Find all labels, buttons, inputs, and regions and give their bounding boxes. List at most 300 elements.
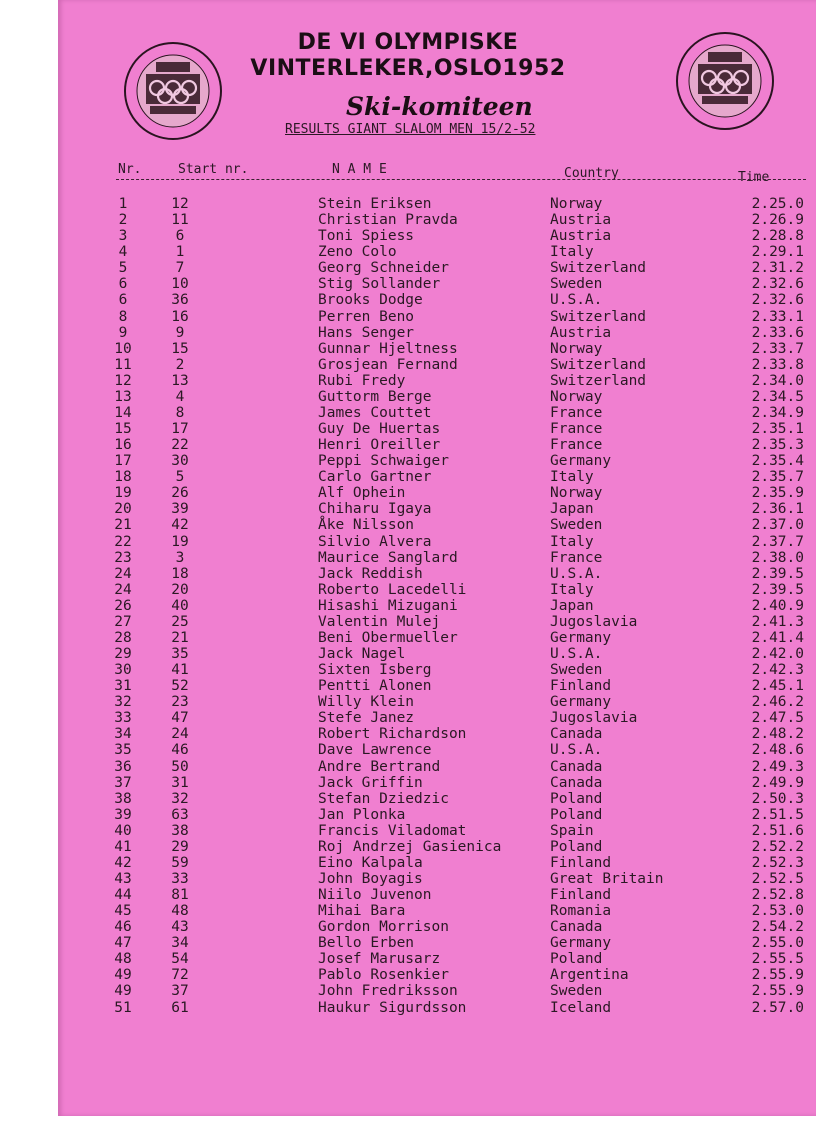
result-start-number: 36 <box>171 292 189 309</box>
result-name: Pentti Alonen <box>318 678 432 695</box>
result-start-number: 15 <box>171 340 189 357</box>
result-time: 2.33.1 <box>751 308 804 325</box>
result-country: U.S.A. <box>550 292 603 309</box>
result-start-number: 40 <box>171 597 189 614</box>
result-country: Finland <box>550 854 612 871</box>
result-start-number: 52 <box>171 678 189 695</box>
result-start-number: 19 <box>171 533 189 550</box>
result-country: Switzerland <box>550 260 647 277</box>
result-time: 2.35.9 <box>751 485 804 502</box>
result-time: 2.48.6 <box>751 742 804 759</box>
table-row <box>0 566 816 582</box>
result-country: Iceland <box>550 999 612 1016</box>
result-country: Austria <box>550 228 612 245</box>
result-time: 2.33.6 <box>751 324 804 341</box>
result-position: 21 <box>114 517 132 534</box>
result-start-number: 34 <box>171 935 189 952</box>
result-position: 45 <box>114 903 132 920</box>
result-name: Peppi Schwaiger <box>318 453 449 470</box>
result-name: Stein Eriksen <box>318 196 432 212</box>
table-row <box>0 341 816 357</box>
result-country: Italy <box>550 533 594 550</box>
table-row <box>0 309 816 325</box>
result-country: Germany <box>550 694 612 711</box>
table-row <box>0 951 816 967</box>
result-name: Eino Kalpala <box>318 854 423 871</box>
result-country: Sweden <box>550 517 603 534</box>
result-position: 32 <box>114 694 132 711</box>
result-time: 2.42.0 <box>751 646 804 662</box>
result-position: 4 <box>118 244 128 261</box>
table-row <box>0 405 816 421</box>
result-time: 2.39.5 <box>751 565 804 582</box>
result-country: France <box>550 404 603 421</box>
result-country: Great Britain <box>550 870 664 887</box>
result-position: 2 <box>118 212 128 229</box>
result-country: U.S.A. <box>550 565 603 582</box>
table-row <box>0 260 816 276</box>
result-name: Stefe Janez <box>318 710 415 727</box>
result-start-number: 20 <box>171 581 189 598</box>
table-row <box>0 437 816 453</box>
result-name: Gunnar Hjeltness <box>318 340 458 357</box>
result-country: Switzerland <box>550 308 647 325</box>
result-time: 2.52.5 <box>751 870 804 887</box>
table-row <box>0 550 816 566</box>
result-time: 2.35.3 <box>751 437 804 454</box>
result-position: 33 <box>114 710 132 727</box>
table-row <box>0 710 816 726</box>
result-position: 40 <box>114 822 132 839</box>
result-name: Hisashi Mizugani <box>318 597 458 614</box>
result-time: 2.32.6 <box>751 276 804 293</box>
result-position: 30 <box>114 662 132 678</box>
table-row <box>0 871 816 887</box>
result-position: 37 <box>114 774 132 791</box>
table-row <box>0 983 816 999</box>
result-time: 2.50.3 <box>751 790 804 807</box>
result-name: Grosjean Fernand <box>318 356 458 373</box>
table-row <box>0 855 816 871</box>
result-position: 8 <box>118 308 128 325</box>
result-position: 29 <box>114 646 132 662</box>
result-name: Zeno Colo <box>318 244 397 261</box>
result-country: Poland <box>550 951 603 968</box>
result-position: 41 <box>114 838 132 855</box>
result-position: 36 <box>114 758 132 775</box>
table-row <box>0 807 816 823</box>
result-start-number: 22 <box>171 437 189 454</box>
result-name: Josef Marusarz <box>318 951 441 968</box>
result-start-number: 59 <box>171 854 189 871</box>
result-start-number: 1 <box>175 244 185 261</box>
result-time: 2.51.5 <box>751 806 804 823</box>
result-name: Henri Oreiller <box>318 437 441 454</box>
result-name: Roberto Lacedelli <box>318 581 467 598</box>
result-position: 15 <box>114 421 132 437</box>
result-start-number: 29 <box>171 838 189 855</box>
result-position: 6 <box>118 292 128 309</box>
result-time: 2.47.5 <box>751 710 804 727</box>
result-name: Willy Klein <box>318 694 415 711</box>
ski-committee-subtitle: Ski-komiteen <box>346 92 533 121</box>
result-name: Dave Lawrence <box>318 742 432 759</box>
table-row <box>0 1000 816 1016</box>
result-start-number: 18 <box>171 565 189 582</box>
result-start-number: 26 <box>171 485 189 502</box>
result-name: Carlo Gartner <box>318 469 432 486</box>
result-position: 16 <box>114 437 132 454</box>
result-name: Silvio Alvera <box>318 533 432 550</box>
table-row <box>0 389 816 405</box>
column-header-country: Country <box>564 166 619 181</box>
result-name: Pablo Rosenkier <box>318 967 449 984</box>
result-time: 2.25.0 <box>751 196 804 212</box>
result-country: Canada <box>550 774 603 791</box>
result-position: 17 <box>114 453 132 470</box>
result-time: 2.42.3 <box>751 662 804 678</box>
table-row <box>0 630 816 646</box>
result-country: Japan <box>550 501 594 518</box>
result-time: 2.41.3 <box>751 613 804 630</box>
result-start-number: 50 <box>171 758 189 775</box>
table-row <box>0 196 816 212</box>
table-row <box>0 373 816 389</box>
result-start-number: 8 <box>175 404 185 421</box>
result-time: 2.45.1 <box>751 678 804 695</box>
table-row <box>0 614 816 630</box>
result-country: Canada <box>550 919 603 936</box>
result-country: Finland <box>550 887 612 903</box>
result-position: 49 <box>114 967 132 984</box>
result-country: Germany <box>550 629 612 646</box>
result-time: 2.51.6 <box>751 822 804 839</box>
table-row <box>0 823 816 839</box>
result-time: 2.57.0 <box>751 999 804 1016</box>
table-row <box>0 501 816 517</box>
table-row <box>0 276 816 292</box>
result-start-number: 21 <box>171 629 189 646</box>
result-time: 2.33.7 <box>751 340 804 357</box>
result-name: Christian Pravda <box>318 212 458 229</box>
result-country: Argentina <box>550 967 629 984</box>
result-position: 1 <box>118 196 128 212</box>
table-row <box>0 935 816 951</box>
result-name: Hans Senger <box>318 324 415 341</box>
result-time: 2.33.8 <box>751 356 804 373</box>
result-name: Mihai Bara <box>318 903 406 920</box>
result-position: 6 <box>118 276 128 293</box>
result-start-number: 32 <box>171 790 189 807</box>
result-name: Jack Griffin <box>318 774 423 791</box>
result-start-number: 43 <box>171 919 189 936</box>
result-position: 51 <box>114 999 132 1016</box>
result-start-number: 42 <box>171 517 189 534</box>
table-row <box>0 791 816 807</box>
result-time: 2.53.0 <box>751 903 804 920</box>
result-start-number: 25 <box>171 613 189 630</box>
result-position: 39 <box>114 806 132 823</box>
result-country: U.S.A. <box>550 742 603 759</box>
result-country: Austria <box>550 212 612 229</box>
table-row <box>0 421 816 437</box>
result-country: Italy <box>550 469 594 486</box>
result-name: Georg Schneider <box>318 260 449 277</box>
table-row <box>0 485 816 501</box>
result-time: 2.32.6 <box>751 292 804 309</box>
result-position: 14 <box>114 404 132 421</box>
result-time: 2.39.5 <box>751 581 804 598</box>
table-row <box>0 742 816 758</box>
result-name: Andre Bertrand <box>318 758 441 775</box>
result-time: 2.35.4 <box>751 453 804 470</box>
result-position: 35 <box>114 742 132 759</box>
table-row <box>0 469 816 485</box>
result-name: John Fredriksson <box>318 983 458 1000</box>
result-country: Finland <box>550 678 612 695</box>
result-start-number: 9 <box>175 324 185 341</box>
result-country: France <box>550 549 603 566</box>
table-row <box>0 453 816 469</box>
result-time: 2.38.0 <box>751 549 804 566</box>
result-country: Germany <box>550 935 612 952</box>
result-name: Jack Reddish <box>318 565 423 582</box>
table-row <box>0 903 816 919</box>
result-start-number: 35 <box>171 646 189 662</box>
result-position: 10 <box>114 340 132 357</box>
result-start-number: 3 <box>175 549 185 566</box>
result-country: U.S.A. <box>550 646 603 662</box>
result-name: Gordon Morrison <box>318 919 449 936</box>
result-country: Poland <box>550 806 603 823</box>
result-name: Jack Nagel <box>318 646 406 662</box>
result-time: 2.31.2 <box>751 260 804 277</box>
table-row <box>0 325 816 341</box>
table-row <box>0 244 816 260</box>
result-time: 2.54.2 <box>751 919 804 936</box>
result-position: 38 <box>114 790 132 807</box>
result-position: 34 <box>114 726 132 743</box>
table-row <box>0 887 816 903</box>
result-position: 47 <box>114 935 132 952</box>
result-start-number: 39 <box>171 501 189 518</box>
result-time: 2.28.8 <box>751 228 804 245</box>
table-row <box>0 212 816 228</box>
result-start-number: 63 <box>171 806 189 823</box>
result-start-number: 48 <box>171 903 189 920</box>
result-time: 2.35.7 <box>751 469 804 486</box>
result-name: Åke Nilsson <box>318 517 415 534</box>
result-position: 27 <box>114 613 132 630</box>
result-position: 19 <box>114 485 132 502</box>
result-name: John Boyagis <box>318 870 423 887</box>
table-row <box>0 759 816 775</box>
result-country: Canada <box>550 726 603 743</box>
result-name: Bello Erben <box>318 935 415 952</box>
result-position: 11 <box>114 356 132 373</box>
result-start-number: 47 <box>171 710 189 727</box>
result-start-number: 46 <box>171 742 189 759</box>
result-start-number: 54 <box>171 951 189 968</box>
table-row <box>0 598 816 614</box>
document-title-line-1: DE VI OLYMPISKE <box>297 30 519 55</box>
result-position: 24 <box>114 581 132 598</box>
result-country: Jugoslavia <box>550 710 638 727</box>
table-row <box>0 775 816 791</box>
result-country: Italy <box>550 581 594 598</box>
result-country: France <box>550 437 603 454</box>
result-country: Sweden <box>550 276 603 293</box>
table-row <box>0 534 816 550</box>
result-start-number: 81 <box>171 887 189 903</box>
result-start-number: 4 <box>175 388 185 405</box>
result-country: Canada <box>550 758 603 775</box>
result-country: Norway <box>550 485 603 502</box>
result-name: Niilo Juvenon <box>318 887 432 903</box>
result-time: 2.52.2 <box>751 838 804 855</box>
result-start-number: 7 <box>175 260 185 277</box>
result-position: 43 <box>114 870 132 887</box>
result-country: Germany <box>550 453 612 470</box>
result-start-number: 37 <box>171 983 189 1000</box>
result-position: 48 <box>114 951 132 968</box>
result-country: Norway <box>550 196 603 212</box>
result-position: 20 <box>114 501 132 518</box>
result-position: 42 <box>114 854 132 871</box>
document-title-line-2: VINTERLEKER,OSLO1952 <box>250 56 566 81</box>
result-start-number: 33 <box>171 870 189 887</box>
result-name: Brooks Dodge <box>318 292 423 309</box>
result-start-number: 16 <box>171 308 189 325</box>
result-start-number: 10 <box>171 276 189 293</box>
result-name: Rubi Fredy <box>318 372 406 389</box>
result-country: Norway <box>550 388 603 405</box>
result-country: Norway <box>550 340 603 357</box>
result-country: Switzerland <box>550 372 647 389</box>
result-name: Roj Andrzej Gasienica <box>318 838 502 855</box>
result-name: Sixten Isberg <box>318 662 432 678</box>
result-position: 31 <box>114 678 132 695</box>
result-time: 2.34.5 <box>751 388 804 405</box>
result-name: Francis Viladomat <box>318 822 467 839</box>
result-time: 2.37.0 <box>751 517 804 534</box>
header-divider <box>116 179 806 180</box>
table-row <box>0 357 816 373</box>
table-row <box>0 919 816 935</box>
result-country: Switzerland <box>550 356 647 373</box>
table-row <box>0 694 816 710</box>
result-position: 26 <box>114 597 132 614</box>
result-time: 2.37.7 <box>751 533 804 550</box>
table-row <box>0 662 816 678</box>
result-start-number: 38 <box>171 822 189 839</box>
result-name: Stig Sollander <box>318 276 441 293</box>
result-start-number: 11 <box>171 212 189 229</box>
result-position: 22 <box>114 533 132 550</box>
column-header-start: Start nr. <box>178 162 249 177</box>
result-name: Alf Ophein <box>318 485 406 502</box>
result-name: Stefan Dziedzic <box>318 790 449 807</box>
result-start-number: 6 <box>175 228 185 245</box>
result-position: 24 <box>114 565 132 582</box>
result-time: 2.34.9 <box>751 404 804 421</box>
result-start-number: 30 <box>171 453 189 470</box>
result-start-number: 24 <box>171 726 189 743</box>
result-start-number: 31 <box>171 774 189 791</box>
result-name: Maurice Sanglard <box>318 549 458 566</box>
result-name: James Couttet <box>318 404 432 421</box>
result-country: Sweden <box>550 983 603 1000</box>
result-country: Italy <box>550 244 594 261</box>
result-name: Beni Obermueller <box>318 629 458 646</box>
column-header-nr: Nr. <box>118 162 142 177</box>
result-position: 23 <box>114 549 132 566</box>
result-position: 13 <box>114 388 132 405</box>
result-time: 2.55.5 <box>751 951 804 968</box>
result-country: Jugoslavia <box>550 613 638 630</box>
result-time: 2.46.2 <box>751 694 804 711</box>
result-position: 46 <box>114 919 132 936</box>
result-start-number: 41 <box>171 662 189 678</box>
result-position: 49 <box>114 983 132 1000</box>
result-time: 2.35.1 <box>751 421 804 437</box>
result-time: 2.41.4 <box>751 629 804 646</box>
result-country: Austria <box>550 324 612 341</box>
result-time: 2.49.9 <box>751 774 804 791</box>
table-row <box>0 582 816 598</box>
result-name: Chiharu Igaya <box>318 501 432 518</box>
table-row <box>0 646 816 662</box>
column-header-time: Time <box>738 170 770 185</box>
result-country: Poland <box>550 838 603 855</box>
result-time: 2.52.3 <box>751 854 804 871</box>
result-time: 2.55.9 <box>751 983 804 1000</box>
result-country: Japan <box>550 597 594 614</box>
result-start-number: 2 <box>175 356 185 373</box>
result-time: 2.55.0 <box>751 935 804 952</box>
result-position: 9 <box>118 324 128 341</box>
table-row <box>0 228 816 244</box>
result-start-number: 61 <box>171 999 189 1016</box>
result-name: Robert Richardson <box>318 726 467 743</box>
result-name: Toni Spiess <box>318 228 415 245</box>
result-name: Guy De Huertas <box>318 421 441 437</box>
result-start-number: 5 <box>175 469 185 486</box>
result-position: 12 <box>114 372 132 389</box>
result-time: 2.29.1 <box>751 244 804 261</box>
result-position: 5 <box>118 260 128 277</box>
result-position: 3 <box>118 228 128 245</box>
result-name: Jan Plonka <box>318 806 406 823</box>
result-name: Perren Beno <box>318 308 415 325</box>
table-row <box>0 839 816 855</box>
column-header-name: N A M E <box>332 162 387 177</box>
result-start-number: 13 <box>171 372 189 389</box>
table-row <box>0 292 816 308</box>
result-start-number: 72 <box>171 967 189 984</box>
result-name: Valentin Mulej <box>318 613 441 630</box>
table-row <box>0 726 816 742</box>
result-country: France <box>550 421 603 437</box>
result-position: 44 <box>114 887 132 903</box>
result-country: Sweden <box>550 662 603 678</box>
result-country: Romania <box>550 903 612 920</box>
results-heading: RESULTS GIANT SLALOM MEN 15/2-52 <box>285 122 536 137</box>
result-start-number: 17 <box>171 421 189 437</box>
result-name: Guttorm Berge <box>318 388 432 405</box>
result-time: 2.55.9 <box>751 967 804 984</box>
result-country: Poland <box>550 790 603 807</box>
